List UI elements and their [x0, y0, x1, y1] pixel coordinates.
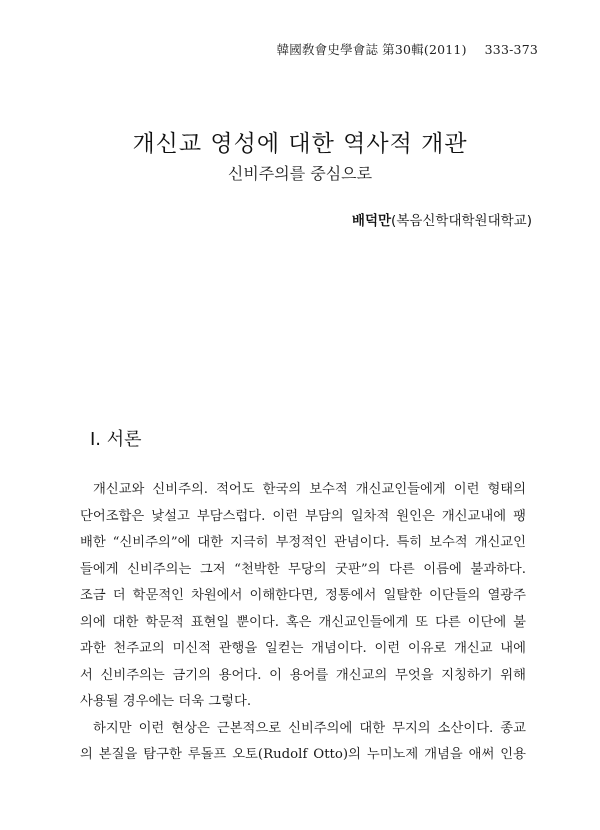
page-range: 333-373	[484, 42, 538, 57]
paragraph-1	[80, 477, 526, 716]
text-line: 조금 더 학문적인 차원에서 이해한다면, 정통에서 일탈한 이단들의 열광주	[80, 588, 526, 603]
text-line: 개신교와 신비주의. 적어도 한국의 보수적 개신교인들에게 이런 형태의	[93, 482, 526, 497]
body-text	[80, 477, 526, 769]
text-line: 하지만 이런 현상은 근본적으로 신비주의에 대한 무지의 소산이다. 종교	[93, 720, 526, 736]
section-heading: Ⅰ. 서론	[90, 429, 142, 450]
article-title: 개신교 영성에 대한 역사적 개관	[132, 131, 468, 157]
author-name: 배덕만	[351, 213, 392, 229]
text-line: 배한 “신비주의”에 대한 지극히 부정적인 관념이다. 특히 보수적 개신교인	[80, 535, 526, 550]
author-line	[352, 209, 532, 229]
text-line: 의 본질을 탐구한 루돌프 오토(Rudolf Otto)의 누미노제 개념을 애써 인용	[80, 747, 526, 762]
running-header	[277, 40, 538, 58]
text-line: 단어조합은 낯설고 부담스럽다. 이런 부담의 일차적 원인은 개신교내에 팽	[80, 508, 526, 524]
journal-name: 韓國敎會史學會誌	[276, 42, 379, 57]
article-subtitle: 신비주의를 중심으로	[227, 164, 373, 183]
author-affiliation: (복음신학대학원대학교)	[391, 213, 532, 229]
text-line: 과한 천주교의 미신적 관행을 일컫는 개념이다. 이런 이유로 개신교 내에	[80, 641, 526, 656]
journal-volume: 第30輯(2011)	[382, 42, 467, 57]
text-line: 사용될 경우에는 더욱 그렇다.	[80, 694, 252, 709]
text-line: 들에게 신비주의는 그저 “천박한 무당의 굿판”의 다른 이름에 불과하다.	[80, 561, 526, 577]
text-line: 의에 대한 학문적 표현일 뿐이다. 혹은 개신교인들에게 또 다른 이단에 불	[80, 614, 526, 630]
text-line: 서 신비주의는 금기의 용어다. 이 용어를 개신교의 무엇을 지칭하기 위해	[80, 667, 526, 683]
paragraph-2	[80, 716, 526, 769]
